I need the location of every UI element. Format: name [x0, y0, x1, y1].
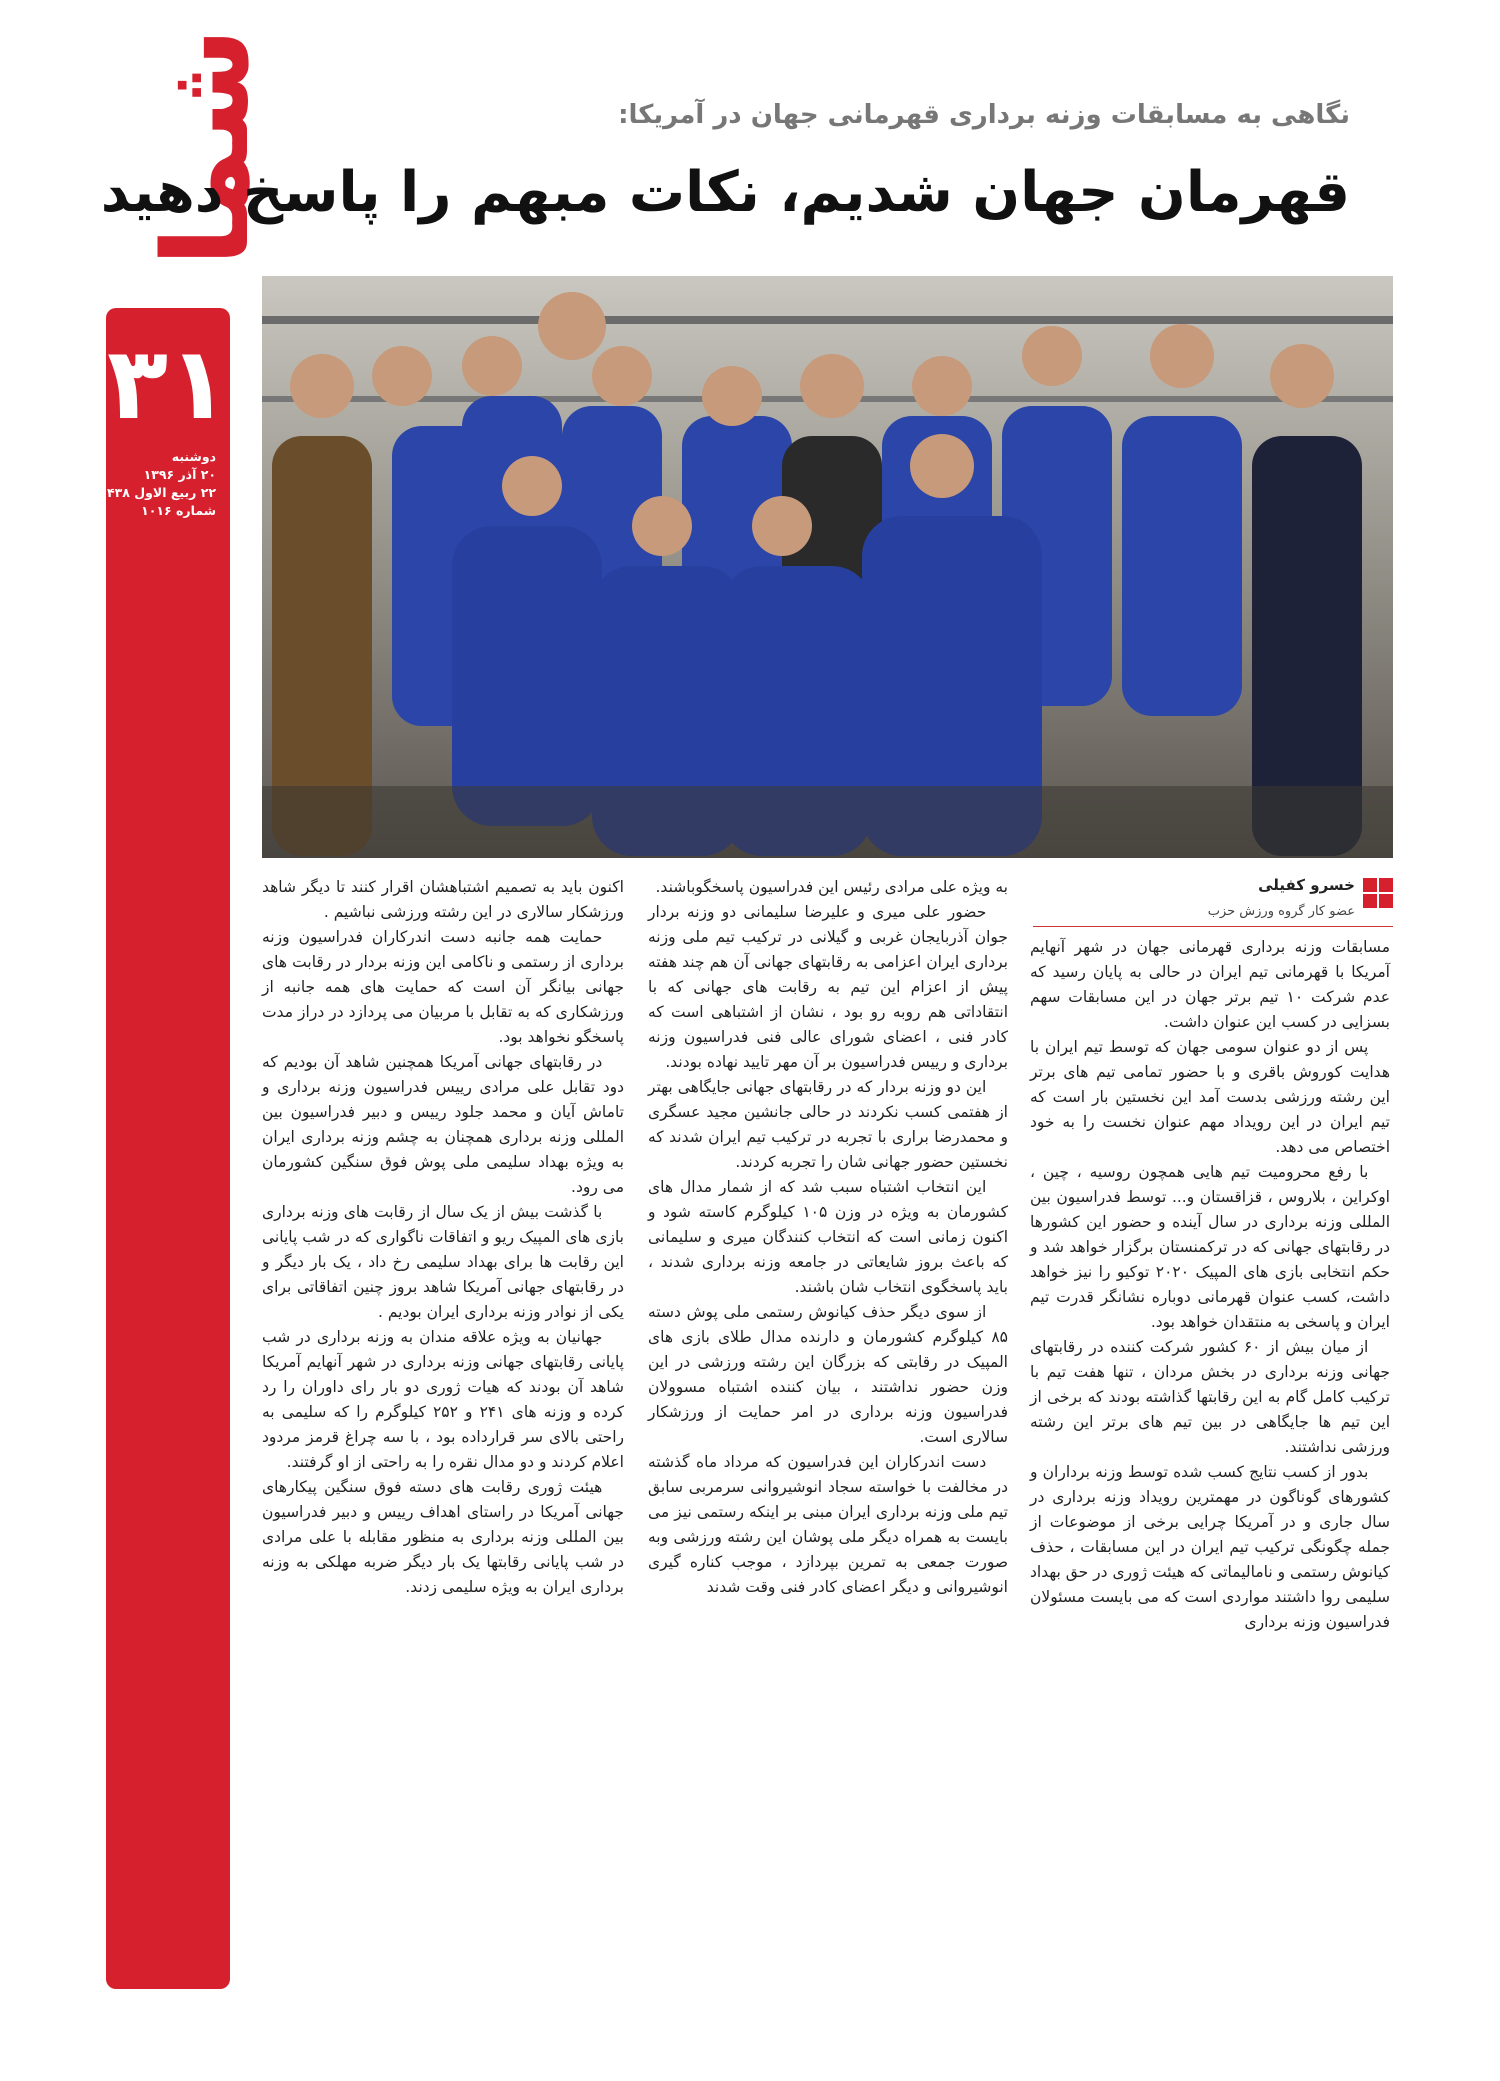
paragraph: این دو وزنه بردار که در رقابتهای جهانی جایگاهی بهتر از هفتمی کسب نکردند در حالی جانشین مجید عسگری و محمدرضا براری با تجربه در ترکیب تیم ایران شدند که نخستین حضور جهانی شان را تجربه کردند. [648, 1078, 1008, 1171]
paragraph: مسابقات وزنه برداری قهرمانی جهان در شهر آنهایم آمریکا با قهرمانی تیم ایران در حالی به پایان رسید که عدم شرکت ۱۰ تیم برتر جهان در این مسابقات سهم بسزایی در کسب این عنوان داشت. [1030, 938, 1391, 1031]
paragraph: جهانیان به ویژه علاقه مندان به وزنه برداری در شب پایانی رقابتهای جهانی وزنه برداری در شهر آنهایم آمریکا شاهد آن بودند که هیات ژوری دو بار رای داوران را رد کرده و وزنه های ۲۴۱ و ۲۵۲ کیلوگرم را که سلیمی به راحتی بالای سر قرارداده بود ، با سه چراغ قرمز مردود اعلام کردند و دو مدال نقره را به راحتی از او گرفتند. [262, 1328, 625, 1471]
paragraph: هیئت ژوری رقابت های دسته فوق سنگین پیکارهای جهانی آمریکا در راستای اهداف رییس و دبیر فدراسیون بین المللی وزنه برداری به منظور مقابله با علی مرادی در شب پایانی رقابتها یک بار دیگر ضربه مهلکی به وزنه برداری ایران به ویژه سلیمی زدند. [262, 1478, 624, 1596]
paragraph: از سوی دیگر حذف کیانوش رستمی ملی پوش دسته ۸۵ کیلوگرم کشورمان و دارنده مدال طلای بازی های المپیک در رقابتی که بزرگان این رشته ورزشی در این وزن حضور نداشتند ، بیان کننده اشتباه مسوولان فدراسیون وزنه برداری در امر حمایت از ورزشکار سالاری است. [648, 1303, 1008, 1446]
team-photo-icon [262, 276, 1393, 858]
paragraph: پس از دو عنوان سومی جهان که توسط تیم ایران با هدایت کوروش باقری و با حضور تمامی تیم های برتر این رشته ورزشی بدست آمد این نخستین بار است که تیم ایران در این رویداد مهم عنوان نخست را به خود اختصاص می دهد. [1030, 1038, 1390, 1156]
article-headline: قهرمان جهان شدیم، نکات مبهم را پاسخ دهید [100, 160, 1350, 225]
column-left [262, 875, 624, 1990]
paragraph: به ویژه علی مرادی رئیس این فدراسیون پاسخگوباشند. [655, 878, 1008, 896]
byline-icon [1363, 878, 1393, 908]
paragraph: حمایت همه جانبه دست اندرکاران فدراسیون وزنه برداری از رستمی و ناکامی این وزنه بردار در رقابت های جهانی بیانگر آن است که حمایت های همه جانبه از ورزشکاری که به تقابل با مربیان می پردازد در دراز مدت پاسخگو نخواهد بود. [262, 928, 624, 1046]
paragraph: از میان بیش از ۶۰ کشور شرکت کننده در رقابتهای جهانی وزنه برداری در بخش مردان ، تنها هفت تیم با ترکیب کامل گام به این رقابتها گذاشته بودند که برخی از این تیم ها جایگاهی در بین تیم های برتر این رشته ورزشی نداشتند. [1030, 1338, 1390, 1456]
weekday: دوشنبه [171, 449, 216, 464]
team-photo [262, 276, 1393, 858]
author-role: عضو کار گروه ورزش حزب [1207, 904, 1355, 919]
column-right [1030, 935, 1390, 1990]
issue-label: شماره ۱۰۱۶ [141, 503, 216, 518]
logo-text: شما [137, 27, 275, 267]
byline-divider [1033, 926, 1393, 927]
date-solar: ۲۰ آذر ۱۳۹۶ [143, 467, 216, 482]
paragraph: حضور علی میری و علیرضا سلیمانی دو وزنه بردار جوان آذربایجان غربی و گیلانی در ترکیب تیم ملی وزنه برداری ایران اعزامی به رقابتهای جهانی آن هم چند هفته پیش از اعزام این تیم به رقابت های جهانی که با انتقاداتی هم روبه رو بود ، نشان از اشتباهی است که کادر فنی ، اعضای شورای عالی فنی فدراسیون وزنه برداری و رییس فدراسیون بر آن مهر تایید نهاده بودند. [648, 903, 1008, 1071]
paragraph: دست اندرکاران این فدراسیون که مرداد ماه گذشته در مخالفت با خواسته سجاد انوشیروانی سرمربی سابق تیم ملی وزنه برداری ایران مبنی بر اینکه رستمی نیز می بایست به همراه دیگر ملی پوشان این رشته ورزشی وبه صورت جمعی به تمرین بپردازد ، موجب کناره گیری انوشیروانی و دیگر اعضای کادر فنی وقت شدند [648, 1453, 1008, 1596]
article-kicker: نگاهی به مسابقات وزنه برداری قهرمانی جهان در آمریکا: [618, 100, 1350, 130]
column-middle [648, 875, 1008, 1990]
issue-number: ۳۱ [106, 325, 230, 442]
paragraph: این انتخاب اشتباه سبب شد که از شمار مدال های کشورمان به ویژه در وزن ۱۰۵ کیلوگرم کاسته شود و اکنون زمانی است که انتخاب کنندگان میری و سلیمانی که باعث بروز شایعاتی در جامعه وزنه برداری شدند ، باید پاسخگوی انتخاب شان باشند. [648, 1178, 1008, 1296]
author-name: خسرو کفیلی [1258, 876, 1355, 894]
issue-sidebar [99, 308, 230, 1989]
paragraph: با گذشت بیش از یک سال از رقابت های وزنه برداری بازی های المپیک ریو و اتفاقات ناگواری که در شب پایانی این رقابت ها برای بهداد سلیمی رخ داد ، یک بار دیگر و در رقابتهای جهانی آمریکا شاهد بروز چنین اتفاقاتی برای یکی از نوادر وزنه برداری ایران بودیم . [262, 1203, 624, 1321]
paragraph: در رقابتهای جهانی آمریکا همچنین شاهد آن بودیم که دود تقابل علی مرادی رییس فدراسیون وزنه برداری و تاماش آیان و محمد جلود رییس و دبیر فدراسیون بین المللی وزنه برداری همچنان به چشم وزنه برداری ایران به ویژه بهداد سلیمی ملی پوش فوق سنگین کشورمان می رود. [262, 1053, 624, 1196]
paragraph: بدور از کسب نتایج کسب شده توسط وزنه برداران و کشورهای گوناگون در مهمترین رویداد وزنه برداری در سال جاری و در آمریکا چرایی برخی از موضوعات از جمله چگونگی ترکیب تیم ایران در این مسابقات ، حذف کیانوش رستمی و نامالیماتی که هیئت ژوری در حق بهداد سلیمی روا داشتند مواردی است که می بایست مسئولان فدراسیون وزنه برداری [1030, 1463, 1390, 1631]
issue-dates [99, 448, 216, 520]
paragraph: اکنون باید به تصمیم اشتباهشان اقرار کنند تا دیگر شاهد ورزشکار سالاری در این رشته ورزشی نباشیم . [262, 878, 624, 921]
paragraph: با رفع محرومیت تیم هایی همچون روسیه ، چین ، اوکراین ، بلاروس ، قزاقستان و... توسط فدراسیون بین المللی وزنه برداری در سال آینده و حضور این کشورها در رقابتهای جهانی که در ترکمنستان برگزار خواهد شد و حکم انتخابی بازی های المپیک ۲۰۲۰ توکیو را نیز خواهد داشت، کسب عنوان قهرمانی دوباره نشانگر قدرت تیم ایران و پاسخی به منتقدان خواهد بود. [1030, 1163, 1390, 1331]
date-lunar: ۲۲ ربیع الاول ۱۴۳۸ [99, 485, 216, 500]
